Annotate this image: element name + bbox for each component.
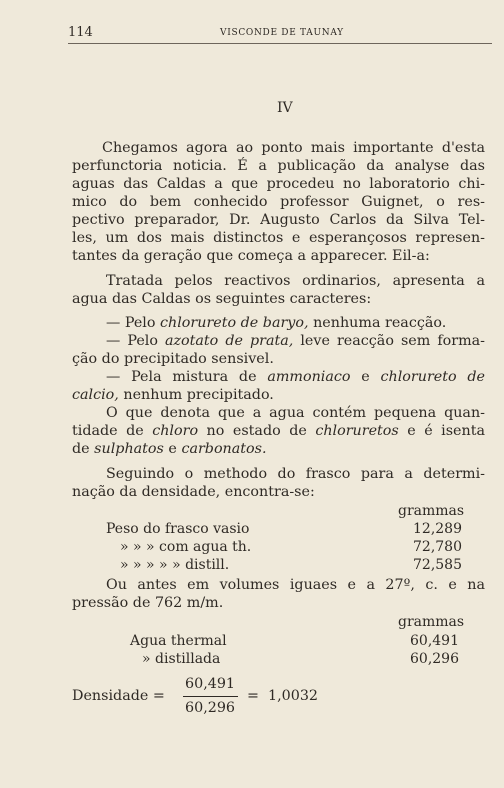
text-line: tidade de chloro no estado de chloruretos e é isenta <box>72 423 485 439</box>
reagent-name: calcio, <box>72 387 119 403</box>
fraction-bar <box>183 696 238 697</box>
reagent-name: chlorureto de baryo, <box>160 315 309 331</box>
section-number: IV <box>277 100 293 116</box>
text-line: Tratada pelos reactivos ordinarios, apresenta a <box>106 273 485 289</box>
volume-label: » distillada <box>142 651 221 667</box>
unit-label: grammas <box>398 614 465 630</box>
reaction-line: — Pelo azotato de prata, leve reacção sem forma- <box>106 333 486 349</box>
weight-value: 12,289 <box>413 521 462 537</box>
weight-value: 72,585 <box>413 557 462 573</box>
text-line: Chegamos agora ao ponto mais importante d'esta <box>102 140 485 156</box>
weight-label: » » » » » distill. <box>120 557 230 573</box>
text-line: calcio, nenhum precipitado. <box>72 387 274 403</box>
density-result: 1,0032 <box>268 688 319 704</box>
reaction-line: — Pela mistura de ammoniaco e chlorureto de <box>106 369 485 385</box>
text-line: O que denota que a agua contém pequena quan- <box>106 405 485 421</box>
unit-label: grammas <box>398 503 465 519</box>
volume-value: 60,491 <box>410 633 459 649</box>
text-line: Ou antes em volumes iguaes e a 27º, c. e na <box>106 577 485 593</box>
reagent-name: ammoniaco <box>267 369 351 385</box>
weight-label: Peso do frasco vasio <box>106 521 250 537</box>
text-line: mico do bem conhecido professor Guignet, o res- <box>72 194 485 210</box>
text-line: les, um dos mais distinctos e esperançosos represen- <box>72 230 485 246</box>
text-line: ção do precipitado sensivel. <box>72 351 274 367</box>
weight-label: » » » com agua th. <box>120 539 252 555</box>
text-line: de sulphatos e carbonatos. <box>72 441 267 457</box>
text-line: tantes da geração que começa a apparecer. Eil-a: <box>72 248 430 264</box>
density-numerator: 60,491 <box>185 676 236 692</box>
density-label: Densidade = <box>72 688 165 704</box>
text-line: nação da densidade, encontra-se: <box>72 484 315 500</box>
running-head: VISCONDE DE TAUNAY <box>220 28 344 38</box>
text-line: perfunctoria noticia. É a publicação da analyse das <box>72 158 485 174</box>
reagent-name: chlorureto de <box>380 369 485 385</box>
density-equals: = <box>247 688 259 704</box>
text-line: Seguindo o methodo do frasco para a determi- <box>106 466 485 482</box>
page-number: 114 <box>68 25 93 40</box>
volume-value: 60,296 <box>410 651 459 667</box>
text-line: pectivo preparador, Dr. Augusto Carlos da Silva Tel- <box>72 212 485 228</box>
volume-label: Agua thermal <box>130 633 227 649</box>
reaction-line: — Pelo chlorureto de baryo, nenhuma reacção. <box>106 315 447 331</box>
text-line: pressão de 762 m/m. <box>72 595 224 611</box>
page-header <box>68 25 492 44</box>
reagent-name: azotato de prata, <box>165 333 294 349</box>
text-line: aguas das Caldas a que procedeu no laboratorio chi- <box>72 176 485 192</box>
density-denominator: 60,296 <box>185 700 236 716</box>
text-line: agua das Caldas os seguintes caracteres: <box>72 291 372 307</box>
weight-value: 72,780 <box>413 539 462 555</box>
